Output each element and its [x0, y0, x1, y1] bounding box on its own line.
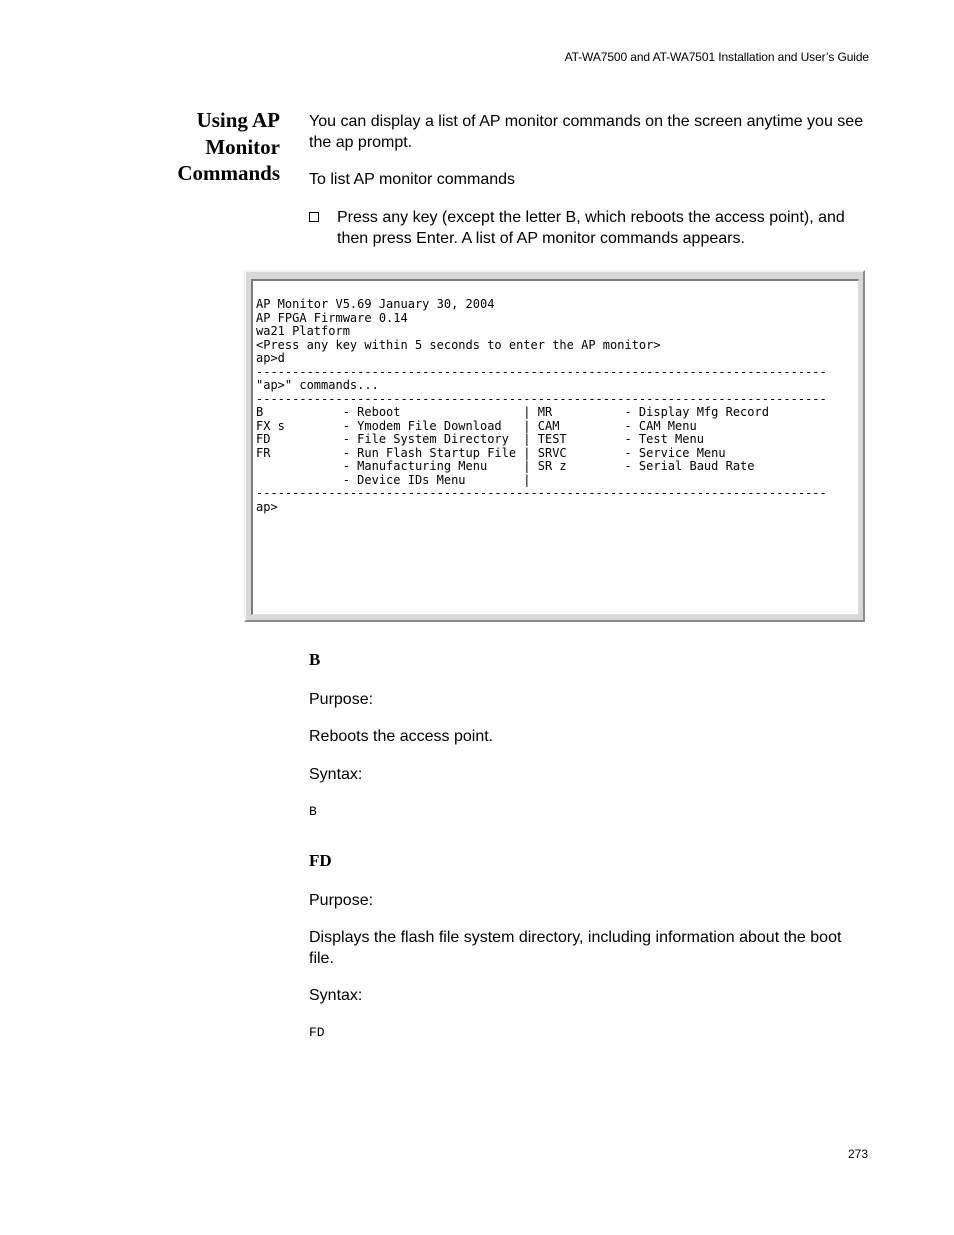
terminal-line: AP Monitor V5.69 January 30, 2004 [256, 297, 495, 311]
command-fd-title: FD [309, 851, 332, 870]
terminal-line: "ap>" commands... [256, 378, 379, 392]
command-b-purpose: Reboots the access point. [309, 728, 494, 745]
section-title-line: Using AP [196, 108, 280, 132]
command-fd-syntax-label: Syntax: [309, 987, 363, 1004]
terminal-line: ap> [256, 499, 278, 514]
page-number: 273 [847, 1147, 868, 1161]
terminal-line: ------------------------------------------------------------------------------- [256, 364, 827, 379]
terminal-line: ap>d [256, 351, 285, 365]
terminal-line: FR - Run Flash Startup File | SRVC - Service Menu [256, 445, 726, 460]
running-header: AT-WA7500 and AT-WA7501 Installation and User’s Guide [564, 50, 869, 64]
procedure-step-text: Press any key (except the letter B, which reboots the access point), and then press Enter. A list of AP monitor commands appears. [337, 209, 845, 247]
section-title-line: Commands [177, 161, 280, 185]
terminal-line: wa21 Platform [256, 324, 350, 338]
intro-paragraph: You can display a list of AP monitor commands on the screen anytime you see the ap prompt. [309, 113, 864, 151]
terminal-line: AP FPGA Firmware 0.14 [256, 310, 408, 325]
command-b-syntax-label: Syntax: [309, 766, 363, 783]
command-b-title: B [309, 650, 321, 669]
terminal-line: ------------------------------------------------------------------------------- [256, 391, 827, 406]
terminal-line: B - Reboot | MR - Display Mfg Record [256, 405, 769, 419]
command-fd-syntax: FD [309, 1025, 325, 1040]
terminal-line: - Manufacturing Menu | SR z - Serial Baud Rate [256, 459, 755, 473]
command-b-purpose-label: Purpose: [309, 691, 374, 708]
section-title [80, 107, 280, 187]
terminal-output [256, 298, 827, 514]
terminal-line: FD - File System Directory | TEST - Test Menu [256, 432, 704, 446]
section-title-line: Monitor [205, 134, 280, 159]
command-b-syntax: B [309, 804, 317, 819]
terminal-screen [251, 279, 859, 615]
terminal-line: FX s - Ymodem File Download | CAM - CAM Menu [256, 418, 697, 433]
command-fd-purpose: Displays the flash file system directory, including information about the boot file. [309, 929, 842, 967]
terminal-line: ------------------------------------------------------------------------------- [256, 486, 827, 500]
command-fd-purpose-label: Purpose: [309, 892, 374, 909]
terminal-line: <Press any key within 5 seconds to enter the AP monitor> [256, 337, 661, 352]
terminal-line: - Device IDs Menu | [256, 472, 531, 487]
checkbox-bullet-icon [309, 212, 319, 222]
procedure-title: To list AP monitor commands [309, 171, 516, 188]
